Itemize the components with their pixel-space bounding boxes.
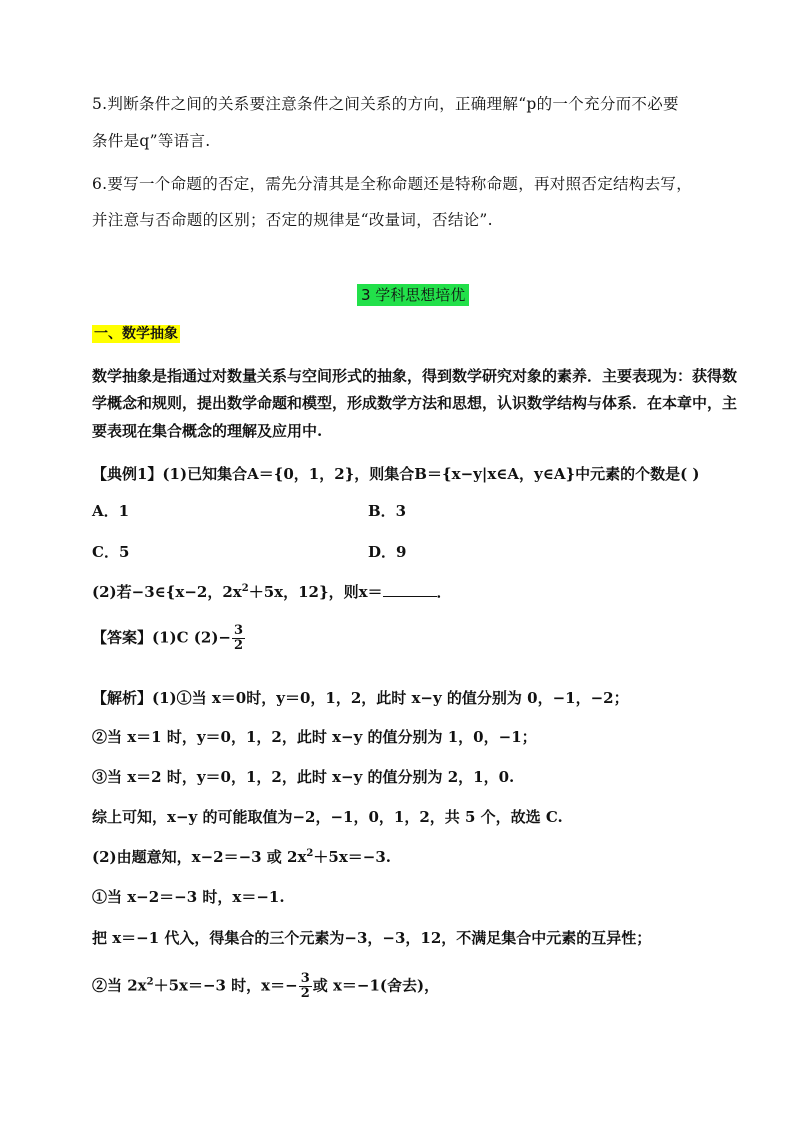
solution-line-5: (2)由题意知，x−2＝−3 或 $2x^2+5x=-3$. bbox=[92, 848, 391, 866]
solution-line-1: 【解析】(1)①当 x＝0时，y＝0，1，2，此时 x−y 的值分别为 0，−1，−2； bbox=[92, 689, 629, 707]
intro-line-2: 学概念和规则，提出数学命题和模型，形成数学方法和思想，认识数学结构与体系．在本章中，主 bbox=[92, 394, 738, 412]
answer-fraction: $\frac{3}{2}$ bbox=[234, 623, 244, 653]
intro-line-1: 数学抽象是指通过对数量关系与空间形式的抽象，得到数学研究对象的素养．主要表现为：获得数 bbox=[92, 367, 738, 385]
solution-fraction: $\frac{3}{2}$ bbox=[300, 971, 310, 1001]
tip-6-line-1: 6.要写一个命题的否定，需先分清其是全称命题还是特称命题，再对照否定结构去写， bbox=[92, 175, 692, 193]
tip-5-line-1: 5.判断条件之间的关系要注意条件之间关系的方向，正确理解“p的一个充分而不必要 bbox=[92, 95, 679, 113]
option-b: B．3 bbox=[368, 502, 407, 520]
solution-line-8: ②当 $2x^2+5x=-3$ 时，x＝− $\frac{3}{2}$ 或 x＝−1(舍去)， bbox=[92, 971, 440, 1001]
solution-line-2: ②当 x＝1 时，y＝0，1，2，此时 x−y 的值分别为 1，0，−1； bbox=[92, 728, 537, 746]
answer-blank bbox=[383, 582, 437, 597]
tip-6-line-2: 并注意与否命题的区别；否定的规律是“改量词，否结论”. bbox=[92, 211, 493, 229]
solution-line-7: 把 x＝−1 代入，得集合的三个元素为−3，−3，12，不满足集合中元素的互异性； bbox=[92, 929, 652, 947]
solution-line-3: ③当 x＝2 时，y＝0，1，2，此时 x−y 的值分别为 2，1，0. bbox=[92, 768, 515, 786]
example-question-2: (2)若−3∈{x−2，$2x^2+5x$，12}，则x＝ ． bbox=[92, 583, 452, 601]
option-c: C．5 bbox=[92, 543, 130, 561]
section-heading: 一、数学抽象 bbox=[94, 326, 178, 342]
option-a: A．1 bbox=[92, 502, 130, 520]
solution-line-6: ①当 x−2＝−3 时，x＝−1. bbox=[92, 888, 285, 906]
tip-5-line-2: 条件是q”等语言. bbox=[92, 132, 211, 150]
option-d: D．9 bbox=[368, 543, 407, 561]
section-tag: 3 学科思想培优 bbox=[357, 284, 469, 306]
answer-line: 【答案】(1)C (2)− $\frac{3}{2}$ bbox=[92, 623, 244, 653]
solution-line-4: 综上可知，x−y 的可能取值为−2，−1，0，1，2，共 5 个，故选 C. bbox=[92, 808, 563, 826]
intro-line-3: 要表现在集合概念的理解及应用中. bbox=[92, 422, 323, 440]
example-question-1: 【典例1】(1)已知集合A＝{0，1，2}，则集合B＝{x−y|x∈A，y∈A}中元素的个数是( ) bbox=[92, 465, 700, 483]
